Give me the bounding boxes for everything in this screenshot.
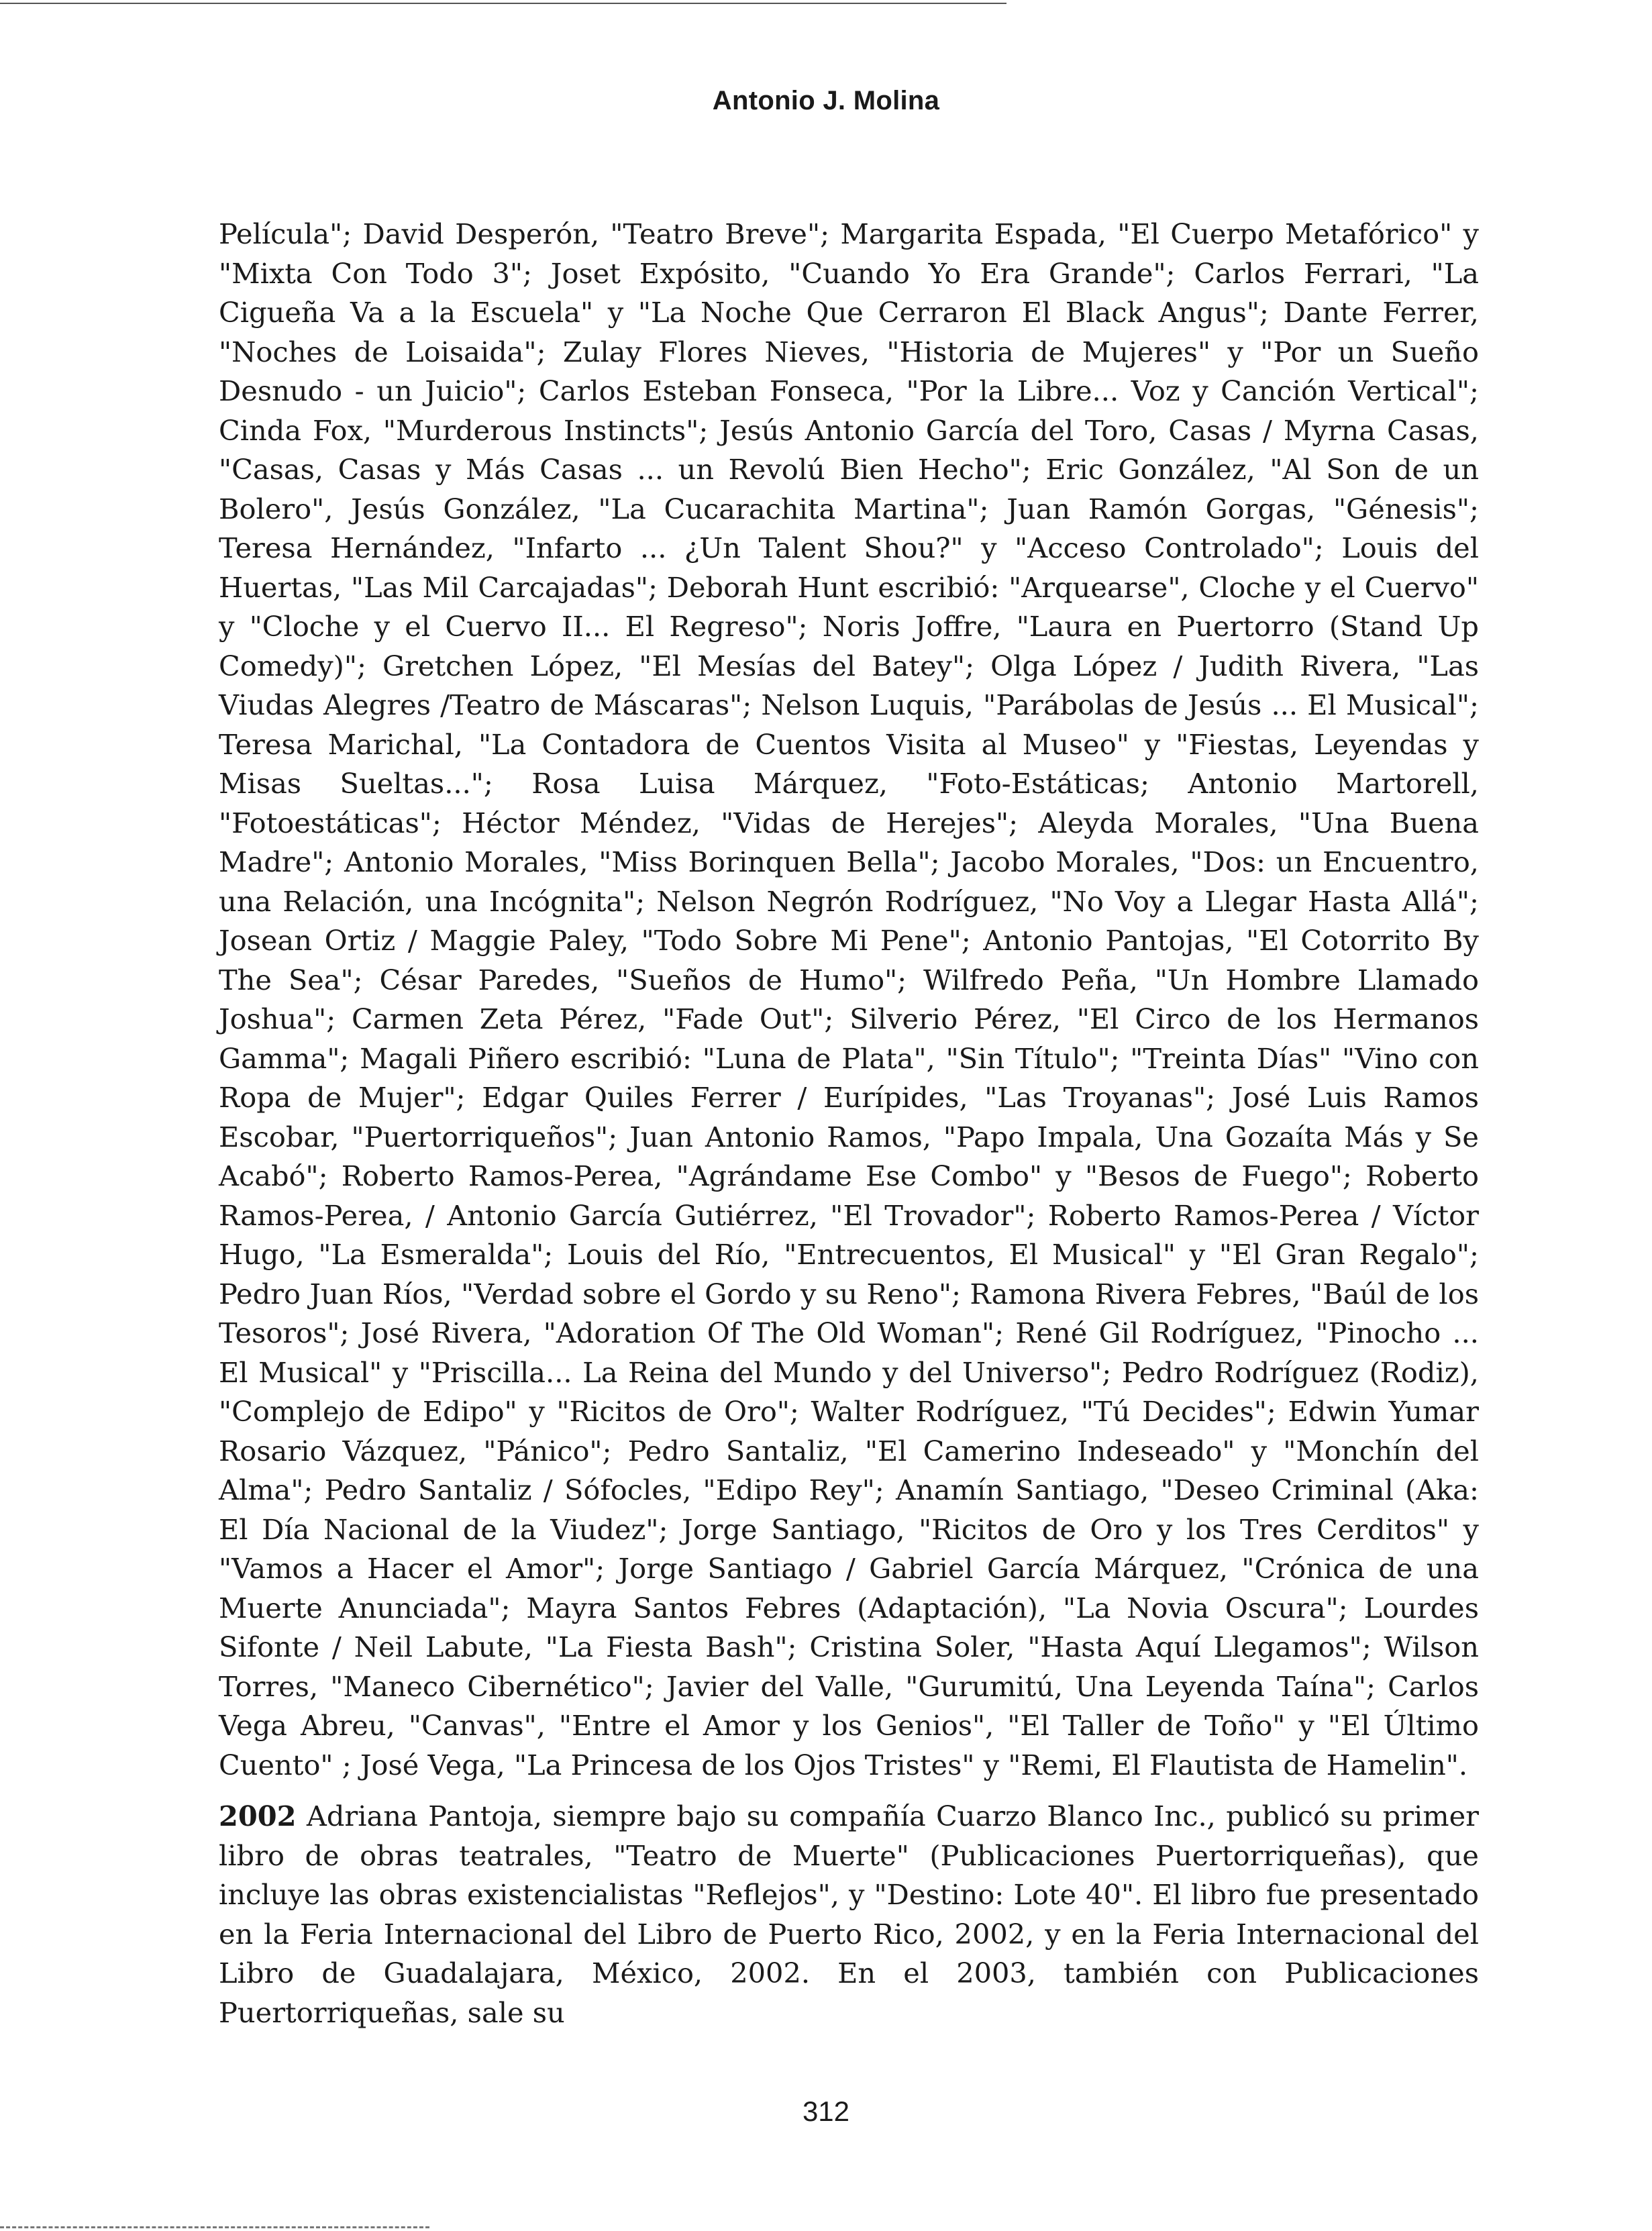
- scan-border-bottom: [0, 2226, 429, 2228]
- body-paragraph-2002: [219, 1797, 1479, 2032]
- body-paragraph: Película"; David Desperón, "Teatro Breve"; Margarita Espada, "El Cuerpo Metafórico" y "Mixta Con Todo 3"; Joset Expósito, "Cuando Yo Era Grande"; Carlos Ferrari, "La Cigueña Va a la Escuela" y "La Noche Que Cerraron El Black Angus"; Dante Ferrer, "Noches de Loisaida"; Zulay Flores Nieves, "Historia de Mujeres" y "Por un Sueño Desnudo - un Juicio"; Carlos Esteban Fonseca, "Por la Libre... Voz y Canción Vertical"; Cinda Fox, "Murderous Instincts"; Jesús Antonio García del Toro, Casas / Myrna Casas, "Casas, Casas y Más Casas ... un Revolú Bien Hecho"; Eric González, "Al Son de un Bolero", Jesús González, "La Cucarachita Martina"; Juan Ramón Gorgas, "Génesis"; Teresa Hernández, "Infarto ... ¿Un Talent Shou?" y "Acceso Controlado"; Louis del Huertas, "Las Mil Carcajadas"; Deborah Hunt escribió: "Arquearse", Cloche y el Cuervo" y "Cloche y el Cuervo II... El Regreso"; Noris Joffre, "Laura en Puertorro (Stand Up Comedy)"; Gretchen López, "El Mesías del Batey"; Olga López / Judith Rivera, "Las Viudas Alegres /Teatro de Máscaras"; Nelson Luquis, "Parábolas de Jesús ... El Musical"; Teresa Marichal, "La Contadora de Cuentos Visita al Museo" y "Fiestas, Leyendas y Misas Sueltas..."; Rosa Luisa Márquez, "Foto-Estáticas; Antonio Martorell, "Fotoestáticas"; Héctor Méndez, "Vidas de Herejes"; Aleyda Morales, "Una Buena Madre"; Antonio Morales, "Miss Borinquen Bella"; Jacobo Morales, "Dos: un Encuentro, una Relación, una Incógnita"; Nelson Negrón Rodríguez, "No Voy a Llegar Hasta Allá"; Josean Ortiz / Maggie Paley, "Todo Sobre Mi Pene"; Antonio Pantojas, "El Cotorrito By The Sea"; César Paredes, "Sueños de Humo"; Wilfredo Peña, "Un Hombre Llamado Joshua"; Carmen Zeta Pérez, "Fade Out"; Silverio Pérez, "El Circo de los Hermanos Gamma"; Magali Piñero escribió: "Luna de Plata", "Sin Título"; "Treinta Días" "Vino con Ropa de Mujer"; Edgar Quiles Ferrer / Eurípides, "Las Troyanas"; José Luis Ramos Escobar, "Puertorriqueños"; Juan Antonio Ramos, "Papo Impala, Una Gozaíta Más y Se Acabó"; Roberto Ramos-Perea, "Agrándame Ese Combo" y "Besos de Fuego"; Roberto Ramos-Perea, / Antonio García Gutiérrez, "El Trovador"; Roberto Ramos-Perea / Víctor Hugo, "La Esmeralda"; Louis del Río, "Entrecuentos, El Musical" y "El Gran Regalo"; Pedro Juan Ríos, "Verdad sobre el Gordo y su Reno"; Ramona Rivera Febres, "Baúl de los Tesoros"; José Rivera, "Adoration Of The Old Woman"; René Gil Rodríguez, "Pinocho ... El Musical" y "Priscilla... La Reina del Mundo y del Universo"; Pedro Rodríguez (Rodiz), "Complejo de Edipo" y "Ricitos de Oro"; Walter Rodríguez, "Tú Decides"; Edwin Yumar Rosario Vázquez, "Pánico"; Pedro Santaliz, "El Camerino Indeseado" y "Monchín del Alma"; Pedro Santaliz / Sófocles, "Edipo Rey"; Anamín Santiago, "Deseo Criminal (Aka: El Día Nacional de la Viudez"; Jorge Santiago, "Ricitos de Oro y los Tres Cerditos" y "Vamos a Hacer el Amor"; Jorge Santiago / Gabriel García Márquez, "Crónica de una Muerte Anunciada"; Mayra Santos Febres (Adaptación), "La Novia Oscura"; Lourdes Sifonte / Neil Labute, "La Fiesta Bash"; Cristina Soler, "Hasta Aquí Llegamos"; Wilson Torres, "Maneco Cibernético"; Javier del Valle, "Gurumitú, Una Leyenda Taína"; Carlos Vega Abreu, "Canvas", "Entre el Amor y los Genios", "El Taller de Toño" y "El Último Cuento" ; José Vega, "La Princesa de los Ojos Tristes" y "Remi, El Flautista de Hamelin".: [219, 217, 1479, 1781]
- page-number: 312: [802, 2095, 850, 2127]
- body-paragraph-text: Adriana Pantoja, siempre bajo su compañía Cuarzo Blanco Inc., publicó su primer libro de obras teatrales, "Teatro de Muerte" (Publicaciones Puertorriqueñas), que incluye las obras existencialistas "Reflejos", y "Destino: Lote 40". El libro fue presentado en la Feria Internacional del Libro de Puerto Rico, 2002, y en la Feria Internacional del Libro de Guadalajara, México, 2002. En el 2003, también con Publicaciones Puertorriqueñas, sale su: [219, 1800, 1479, 2029]
- scan-border-top: [0, 3, 1006, 4]
- year-heading: 2002: [219, 1800, 297, 1832]
- running-header: Antonio J. Molina: [712, 86, 940, 115]
- page-body: [219, 215, 1479, 2032]
